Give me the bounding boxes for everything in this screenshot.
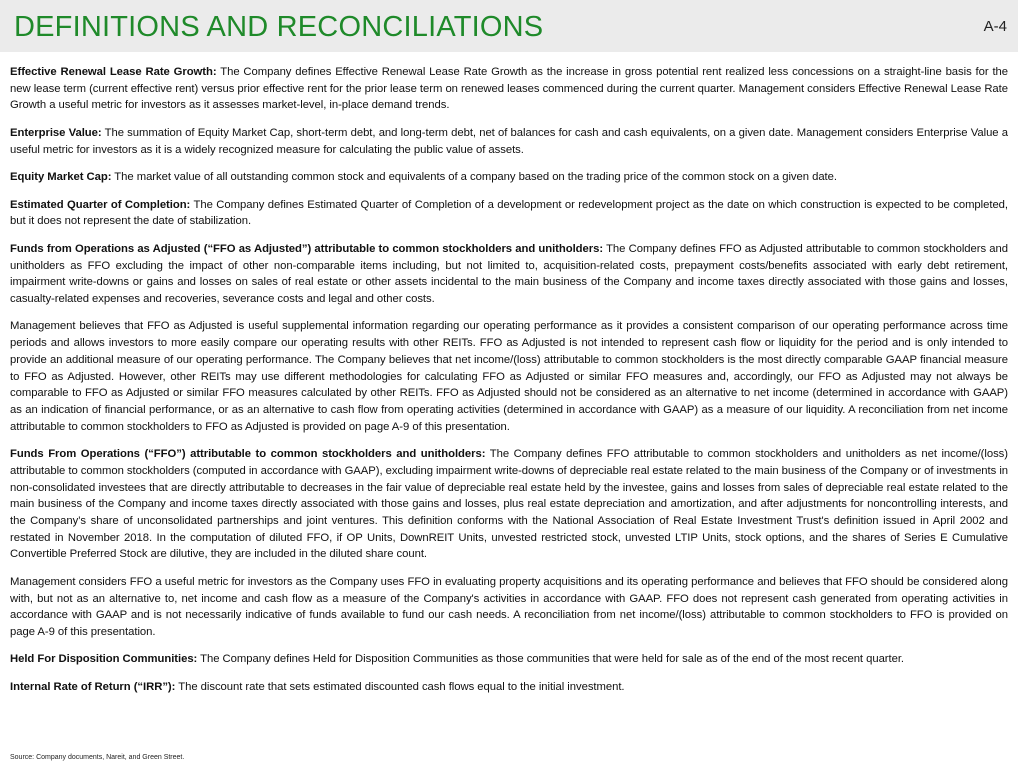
definition-text: Management believes that FFO as Adjusted is useful supplemental information regarding our operating performance as it provides a consistent comparison of our operating performance across time periods and allows investors to more easily compare our operating results with other REITs. FFO as Adjusted is not intended to represent cash flow or liquidity for the period and is only intended to provide an additional measure of our operating performance. The Company believes that net income/(loss) attributable to common stockholders is the most directly comparable GAAP financial measure to FFO as Adjusted. However, other REITs may use different methodologies for calculating FFO as Adjusted or similar FFO measures and, accordingly, our FFO as Adjusted may not always be comparable to FFO as Adjusted or similar FFO measures calculated by other REITs. FFO as Adjusted should not be considered as an alternative to net income (determined in accordance with GAAP) as an indication of financial performance, or as an alternative to cash flow from operating activities (determined in accordance with GAAP) as a measure of our liquidity. A reconciliation from net income attributable to common stockholders to FFO as Adjusted is provided on page A-9 of this presentation. <box>10 320 1008 433</box>
definition-term: Internal Rate of Return (“IRR”): <box>10 680 176 693</box>
definition-effective-renewal-lease-rate-growth <box>10 64 1008 114</box>
definition-term: Held For Disposition Communities: <box>10 653 198 666</box>
definition-text: The Company defines Held for Disposition Communities as those communities that were held for sale as of the end of the most recent quarter. <box>197 653 905 666</box>
definition-term: Funds from Operations as Adjusted (“FFO as Adjusted”) attributable to common stockholders and unitholders: <box>10 242 604 255</box>
page-title: DEFINITIONS AND RECONCILIATIONS <box>14 11 544 43</box>
definition-term: Estimated Quarter of Completion: <box>10 198 191 211</box>
definition-estimated-quarter-of-completion <box>10 197 1008 230</box>
definition-term: Equity Market Cap: <box>10 171 112 184</box>
definition-held-for-disposition-communities <box>10 651 1008 668</box>
definition-text: The summation of Equity Market Cap, short-term debt, and long-term debt, net of balances for cash and cash equivalents, on a given date. Management considers Enterprise Value a useful metric for investors as it is a widely recognized measure for calculating the public value of assets. <box>10 126 1008 156</box>
definition-ffo-as-adjusted <box>10 241 1008 308</box>
definition-term: Funds From Operations (“FFO”) attributable to common stockholders and unitholders: <box>10 448 486 461</box>
slide-header <box>0 0 1018 52</box>
definition-ffo <box>10 446 1008 563</box>
definition-term: Enterprise Value: <box>10 126 102 139</box>
definition-text: The Company defines FFO as Adjusted attributable to common stockholders and unitholders as FFO excluding the impact of other non-comparable items including, but not limited to, acquisition-related costs, prepayment costs/benefits associated with early debt retirement, impairment write-downs or gains and losses on sales of real estate or other assets incidental to the main business of the Company and income taxes directly associated with those gains and losses, casualty-related expenses and recoveries, severance costs and legal and other costs. <box>10 242 1008 305</box>
definitions-list <box>10 64 1008 706</box>
page-number: A-4 <box>983 18 1007 35</box>
definition-text: The Company defines Effective Renewal Lease Rate Growth as the increase in gross potential rent realized less concessions on a straight-line basis for the new lease term (current effective rent) versus prior effective rent for the prior lease term on renewed leases commenced during the current quarter. Management considers Effective Renewal Lease Rate Growth a useful metric for investors as it assesses market-level, in-place demand trends. <box>10 66 1009 112</box>
source-footnote: Source: Company documents, Nareit, and Green Street. <box>10 754 185 761</box>
definition-enterprise-value <box>10 125 1008 158</box>
ffo-management-note <box>10 574 1008 641</box>
ffo-as-adjusted-management-note <box>10 318 1008 435</box>
definition-text: The market value of all outstanding common stock and equivalents of a company based on the trading price of the common stock on a given date. <box>111 171 837 184</box>
definition-text: The Company defines Estimated Quarter of Completion of a development or redevelopment project as the date on which construction is expected to be completed, but it does not represent the date of stabilization. <box>10 198 1009 228</box>
definition-equity-market-cap <box>10 169 1008 186</box>
definition-text: Management considers FFO a useful metric for investors as the Company uses FFO in evaluating property acquisitions and its operating performance and believes that FFO should be considered along with, but not as an alternative to, net income and cash flow as a measure of the Company's activities in accordance with GAAP. FFO does not represent cash generated from operating activities in accordance with GAAP and is not necessarily indicative of funds available to fund our cash needs. A reconciliation from net income/(loss) attributable to common stockholders to FFO is provided on page A-9 of this presentation. <box>10 575 1008 638</box>
definition-text: The Company defines FFO attributable to common stockholders and unitholders as net income/(loss) attributable to common stockholders (computed in accordance with GAAP), excluding impairment write-downs of depreciable real estate related to the main business of the Company or of investments in non-consolidated investees that are directly attributable to decreases in the fair value of depreciable real estate held by the investee, gains and losses from sales of depreciable real estate related to the main business of the Company and income taxes directly associated with those gains and losses, plus real estate depreciation and amortization, and after adjustments for noncontrolling interests, and the Company’s share of unconsolidated partnerships and joint ventures. This definition conforms with the National Association of Real Estate Investment Trust's definition issued in April 2002 and restated in November 2018. In the computation of diluted FFO, if OP Units, DownREIT Units, unvested restricted stock, unvested LTIP Units, stock options, and the shares of Series E Cumulative Convertible Preferred Stock are dilutive, they are included in the diluted share count. <box>10 448 1009 561</box>
definition-text: The discount rate that sets estimated discounted cash flows equal to the initial investment. <box>175 680 625 693</box>
definition-internal-rate-of-return <box>10 679 1008 696</box>
definition-term: Effective Renewal Lease Rate Growth: <box>10 66 217 78</box>
